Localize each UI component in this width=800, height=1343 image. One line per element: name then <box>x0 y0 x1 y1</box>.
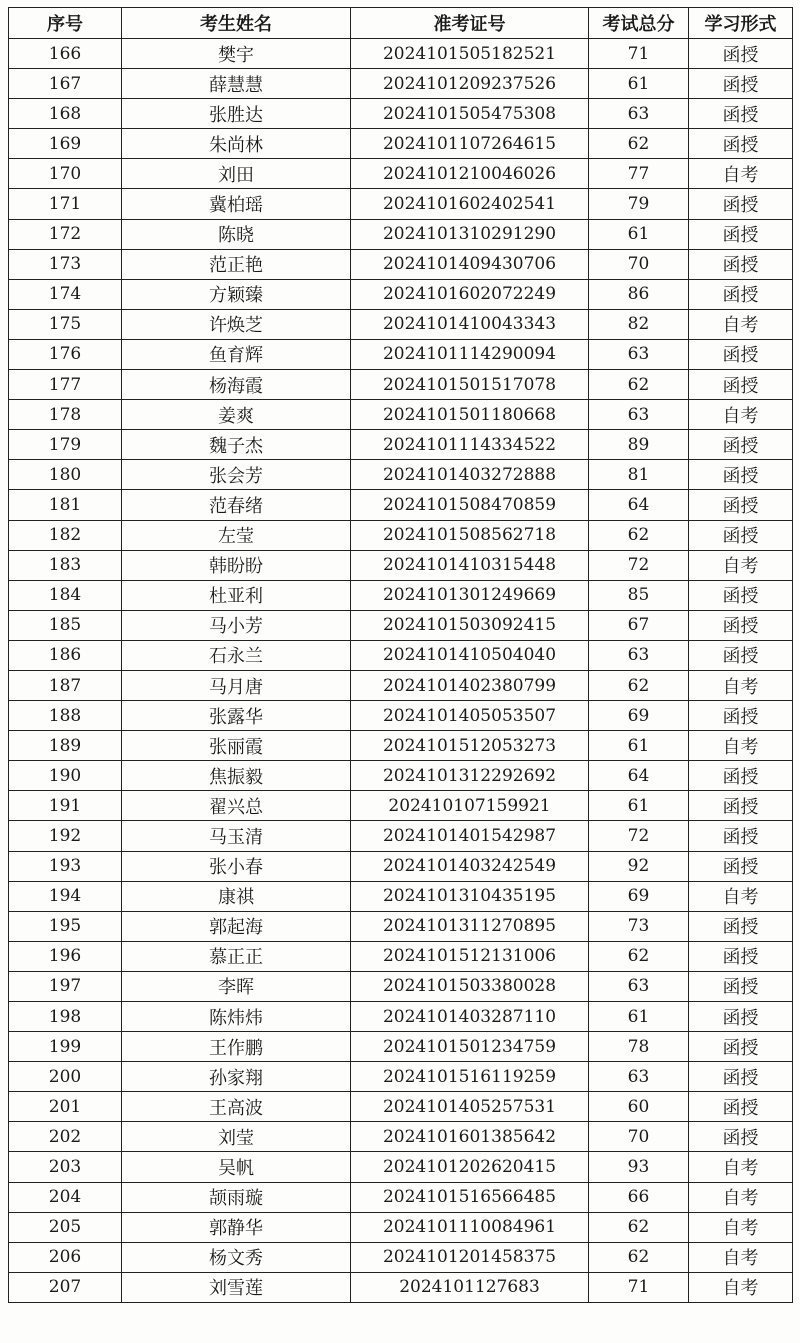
cell-seq: 170 <box>9 159 122 189</box>
table-row <box>9 400 793 430</box>
cell-score: 64 <box>589 490 689 520</box>
cell-exam-id: 2024101209237526 <box>351 69 589 99</box>
cell-form: 函授 <box>689 249 793 279</box>
cell-seq: 199 <box>9 1032 122 1062</box>
cell-form: 函授 <box>689 69 793 99</box>
cell-exam-id: 2024101410504040 <box>351 640 589 670</box>
cell-form: 自考 <box>689 1242 793 1272</box>
cell-exam-id: 2024101403272888 <box>351 460 589 490</box>
table-row <box>9 279 793 309</box>
table-row <box>9 490 793 520</box>
cell-form: 函授 <box>689 761 793 791</box>
cell-seq: 205 <box>9 1212 122 1242</box>
cell-exam-id: 2024101312292692 <box>351 761 589 791</box>
table-row <box>9 460 793 490</box>
cell-exam-id: 2024101503092415 <box>351 610 589 640</box>
cell-exam-id: 2024101516566485 <box>351 1182 589 1212</box>
cell-form: 函授 <box>689 490 793 520</box>
cell-exam-id: 2024101505182521 <box>351 39 589 69</box>
cell-form: 函授 <box>689 1092 793 1122</box>
cell-score: 69 <box>589 701 689 731</box>
table-row <box>9 1032 793 1062</box>
header-study-form: 学习形式 <box>689 8 793 39</box>
cell-score: 63 <box>589 400 689 430</box>
cell-form: 函授 <box>689 971 793 1001</box>
cell-seq: 203 <box>9 1152 122 1182</box>
table-row <box>9 1152 793 1182</box>
cell-exam-id: 2024101410315448 <box>351 550 589 580</box>
cell-form: 函授 <box>689 1032 793 1062</box>
cell-score: 62 <box>589 941 689 971</box>
cell-exam-id: 2024101202620415 <box>351 1152 589 1182</box>
table-row <box>9 1122 793 1152</box>
table-row <box>9 249 793 279</box>
header-exam-id: 准考证号 <box>351 8 589 39</box>
cell-form: 函授 <box>689 911 793 941</box>
table-row <box>9 851 793 881</box>
cell-name: 左莹 <box>122 520 351 550</box>
cell-score: 89 <box>589 430 689 460</box>
cell-form: 函授 <box>689 791 793 821</box>
cell-score: 70 <box>589 1122 689 1152</box>
cell-form: 自考 <box>689 1212 793 1242</box>
cell-seq: 206 <box>9 1242 122 1272</box>
cell-form: 函授 <box>689 610 793 640</box>
cell-seq: 204 <box>9 1182 122 1212</box>
cell-seq: 174 <box>9 279 122 309</box>
table-row <box>9 911 793 941</box>
header-name: 考生姓名 <box>122 8 351 39</box>
table-body <box>9 39 793 1303</box>
cell-form: 函授 <box>689 39 793 69</box>
cell-exam-id: 2024101503380028 <box>351 971 589 1001</box>
cell-form: 函授 <box>689 370 793 400</box>
table-row <box>9 731 793 761</box>
cell-name: 郭起海 <box>122 911 351 941</box>
cell-form: 函授 <box>689 520 793 550</box>
table-row <box>9 791 793 821</box>
cell-exam-id: 2024101601385642 <box>351 1122 589 1152</box>
cell-seq: 189 <box>9 731 122 761</box>
cell-seq: 184 <box>9 580 122 610</box>
cell-form: 函授 <box>689 460 793 490</box>
cell-score: 71 <box>589 1272 689 1302</box>
cell-name: 张会芳 <box>122 460 351 490</box>
cell-form: 函授 <box>689 189 793 219</box>
cell-seq: 169 <box>9 129 122 159</box>
cell-name: 翟兴总 <box>122 791 351 821</box>
cell-name: 魏子杰 <box>122 430 351 460</box>
cell-name: 范正艳 <box>122 249 351 279</box>
cell-score: 62 <box>589 1242 689 1272</box>
cell-seq: 198 <box>9 1002 122 1032</box>
cell-exam-id: 2024101508562718 <box>351 520 589 550</box>
cell-seq: 172 <box>9 219 122 249</box>
table-header-row <box>9 8 793 39</box>
cell-seq: 197 <box>9 971 122 1001</box>
cell-seq: 190 <box>9 761 122 791</box>
cell-name: 颉雨璇 <box>122 1182 351 1212</box>
cell-form: 自考 <box>689 550 793 580</box>
cell-seq: 179 <box>9 430 122 460</box>
cell-form: 函授 <box>689 640 793 670</box>
cell-form: 函授 <box>689 279 793 309</box>
cell-seq: 182 <box>9 520 122 550</box>
cell-score: 63 <box>589 1062 689 1092</box>
cell-name: 刘莹 <box>122 1122 351 1152</box>
cell-score: 72 <box>589 821 689 851</box>
cell-exam-id: 2024101501517078 <box>351 370 589 400</box>
cell-exam-id: 2024101512131006 <box>351 941 589 971</box>
cell-exam-id: 2024101602072249 <box>351 279 589 309</box>
cell-score: 64 <box>589 761 689 791</box>
exam-score-table <box>8 7 793 1303</box>
cell-exam-id: 202410107159921 <box>351 791 589 821</box>
table-row <box>9 1242 793 1272</box>
cell-exam-id: 2024101602402541 <box>351 189 589 219</box>
cell-exam-id: 2024101409430706 <box>351 249 589 279</box>
cell-score: 73 <box>589 911 689 941</box>
cell-name: 孙家翔 <box>122 1062 351 1092</box>
cell-score: 67 <box>589 610 689 640</box>
cell-exam-id: 2024101310291290 <box>351 219 589 249</box>
cell-exam-id: 2024101512053273 <box>351 731 589 761</box>
table-row <box>9 1062 793 1092</box>
cell-name: 王高波 <box>122 1092 351 1122</box>
cell-form: 自考 <box>689 670 793 700</box>
cell-name: 薛慧慧 <box>122 69 351 99</box>
cell-name: 许焕芝 <box>122 309 351 339</box>
cell-form: 函授 <box>689 1062 793 1092</box>
cell-name: 陈晓 <box>122 219 351 249</box>
table-row <box>9 550 793 580</box>
cell-score: 63 <box>589 971 689 1001</box>
table-row <box>9 1002 793 1032</box>
cell-seq: 192 <box>9 821 122 851</box>
cell-form: 自考 <box>689 309 793 339</box>
cell-exam-id: 2024101311270895 <box>351 911 589 941</box>
cell-seq: 207 <box>9 1272 122 1302</box>
cell-form: 自考 <box>689 881 793 911</box>
table-row <box>9 670 793 700</box>
cell-exam-id: 2024101516119259 <box>351 1062 589 1092</box>
cell-name: 杜亚利 <box>122 580 351 610</box>
cell-exam-id: 2024101107264615 <box>351 129 589 159</box>
cell-seq: 200 <box>9 1062 122 1092</box>
cell-form: 函授 <box>689 339 793 369</box>
cell-form: 函授 <box>689 821 793 851</box>
cell-name: 刘田 <box>122 159 351 189</box>
cell-exam-id: 2024101505475308 <box>351 99 589 129</box>
table-row <box>9 129 793 159</box>
cell-score: 71 <box>589 39 689 69</box>
cell-form: 自考 <box>689 731 793 761</box>
cell-score: 61 <box>589 1002 689 1032</box>
cell-exam-id: 2024101127683 <box>351 1272 589 1302</box>
cell-form: 自考 <box>689 1152 793 1182</box>
cell-form: 函授 <box>689 1002 793 1032</box>
cell-score: 69 <box>589 881 689 911</box>
cell-score: 72 <box>589 550 689 580</box>
cell-score: 82 <box>589 309 689 339</box>
cell-exam-id: 2024101402380799 <box>351 670 589 700</box>
cell-score: 61 <box>589 731 689 761</box>
cell-score: 61 <box>589 219 689 249</box>
cell-exam-id: 2024101110084961 <box>351 1212 589 1242</box>
cell-name: 王作鹏 <box>122 1032 351 1062</box>
cell-name: 马小芳 <box>122 610 351 640</box>
cell-seq: 187 <box>9 670 122 700</box>
cell-name: 张露华 <box>122 701 351 731</box>
cell-score: 61 <box>589 791 689 821</box>
cell-score: 86 <box>589 279 689 309</box>
header-seq: 序号 <box>9 8 122 39</box>
cell-score: 62 <box>589 370 689 400</box>
cell-seq: 191 <box>9 791 122 821</box>
cell-name: 范春绪 <box>122 490 351 520</box>
cell-name: 慕正正 <box>122 941 351 971</box>
cell-name: 焦振毅 <box>122 761 351 791</box>
table-row <box>9 881 793 911</box>
cell-name: 杨文秀 <box>122 1242 351 1272</box>
cell-score: 62 <box>589 520 689 550</box>
cell-name: 张胜达 <box>122 99 351 129</box>
cell-score: 78 <box>589 1032 689 1062</box>
cell-form: 函授 <box>689 99 793 129</box>
cell-seq: 167 <box>9 69 122 99</box>
cell-seq: 195 <box>9 911 122 941</box>
cell-score: 62 <box>589 129 689 159</box>
cell-exam-id: 2024101405257531 <box>351 1092 589 1122</box>
cell-seq: 176 <box>9 339 122 369</box>
table-row <box>9 520 793 550</box>
cell-name: 张丽霞 <box>122 731 351 761</box>
cell-form: 自考 <box>689 1272 793 1302</box>
cell-name: 李晖 <box>122 971 351 1001</box>
cell-form: 函授 <box>689 580 793 610</box>
cell-exam-id: 2024101403287110 <box>351 1002 589 1032</box>
cell-form: 函授 <box>689 941 793 971</box>
cell-name: 朱尚林 <box>122 129 351 159</box>
cell-score: 60 <box>589 1092 689 1122</box>
cell-name: 石永兰 <box>122 640 351 670</box>
cell-score: 85 <box>589 580 689 610</box>
cell-exam-id: 2024101401542987 <box>351 821 589 851</box>
cell-form: 函授 <box>689 1122 793 1152</box>
table-row <box>9 610 793 640</box>
cell-name: 鱼育辉 <box>122 339 351 369</box>
cell-exam-id: 2024101310435195 <box>351 881 589 911</box>
cell-score: 63 <box>589 640 689 670</box>
cell-form: 函授 <box>689 851 793 881</box>
cell-exam-id: 2024101501180668 <box>351 400 589 430</box>
cell-name: 韩盼盼 <box>122 550 351 580</box>
cell-score: 66 <box>589 1182 689 1212</box>
cell-name: 杨海霞 <box>122 370 351 400</box>
cell-form: 函授 <box>689 129 793 159</box>
cell-form: 自考 <box>689 159 793 189</box>
cell-exam-id: 2024101501234759 <box>351 1032 589 1062</box>
table-row <box>9 1182 793 1212</box>
cell-exam-id: 2024101405053507 <box>351 701 589 731</box>
cell-name: 樊宇 <box>122 39 351 69</box>
cell-exam-id: 2024101410043343 <box>351 309 589 339</box>
header-total-score: 考试总分 <box>589 8 689 39</box>
cell-seq: 177 <box>9 370 122 400</box>
table-row <box>9 219 793 249</box>
cell-seq: 178 <box>9 400 122 430</box>
cell-seq: 168 <box>9 99 122 129</box>
cell-exam-id: 2024101508470859 <box>351 490 589 520</box>
cell-seq: 181 <box>9 490 122 520</box>
table-row <box>9 941 793 971</box>
cell-exam-id: 2024101403242549 <box>351 851 589 881</box>
table-row <box>9 1212 793 1242</box>
table-row <box>9 430 793 460</box>
cell-score: 77 <box>589 159 689 189</box>
table-row <box>9 159 793 189</box>
cell-seq: 186 <box>9 640 122 670</box>
cell-name: 陈炜炜 <box>122 1002 351 1032</box>
cell-form: 自考 <box>689 1182 793 1212</box>
cell-seq: 202 <box>9 1122 122 1152</box>
table-row <box>9 1272 793 1302</box>
cell-seq: 166 <box>9 39 122 69</box>
cell-name: 刘雪莲 <box>122 1272 351 1302</box>
table-row <box>9 761 793 791</box>
cell-seq: 171 <box>9 189 122 219</box>
cell-form: 函授 <box>689 430 793 460</box>
table-row <box>9 309 793 339</box>
table-row <box>9 370 793 400</box>
cell-seq: 194 <box>9 881 122 911</box>
cell-seq: 175 <box>9 309 122 339</box>
cell-name: 吴帆 <box>122 1152 351 1182</box>
cell-score: 93 <box>589 1152 689 1182</box>
cell-exam-id: 2024101114290094 <box>351 339 589 369</box>
cell-name: 郭静华 <box>122 1212 351 1242</box>
cell-score: 63 <box>589 99 689 129</box>
cell-seq: 180 <box>9 460 122 490</box>
cell-name: 康祺 <box>122 881 351 911</box>
cell-name: 冀柏瑶 <box>122 189 351 219</box>
cell-score: 61 <box>589 69 689 99</box>
table-row <box>9 69 793 99</box>
cell-seq: 183 <box>9 550 122 580</box>
cell-name: 马月唐 <box>122 670 351 700</box>
cell-name: 方颖臻 <box>122 279 351 309</box>
cell-seq: 188 <box>9 701 122 731</box>
cell-exam-id: 2024101114334522 <box>351 430 589 460</box>
cell-form: 函授 <box>689 219 793 249</box>
table-row <box>9 701 793 731</box>
table-row <box>9 1092 793 1122</box>
cell-exam-id: 2024101201458375 <box>351 1242 589 1272</box>
table-row <box>9 971 793 1001</box>
cell-seq: 193 <box>9 851 122 881</box>
cell-name: 张小春 <box>122 851 351 881</box>
cell-seq: 185 <box>9 610 122 640</box>
cell-score: 92 <box>589 851 689 881</box>
table-row <box>9 339 793 369</box>
table-row <box>9 99 793 129</box>
cell-score: 81 <box>589 460 689 490</box>
cell-score: 62 <box>589 1212 689 1242</box>
table-row <box>9 189 793 219</box>
cell-exam-id: 2024101210046026 <box>351 159 589 189</box>
table-row <box>9 640 793 670</box>
table-row <box>9 39 793 69</box>
cell-name: 姜爽 <box>122 400 351 430</box>
cell-exam-id: 2024101301249669 <box>351 580 589 610</box>
table-row <box>9 821 793 851</box>
cell-score: 70 <box>589 249 689 279</box>
table-row <box>9 580 793 610</box>
cell-seq: 196 <box>9 941 122 971</box>
cell-form: 自考 <box>689 400 793 430</box>
cell-form: 函授 <box>689 701 793 731</box>
cell-seq: 173 <box>9 249 122 279</box>
cell-score: 79 <box>589 189 689 219</box>
cell-score: 63 <box>589 339 689 369</box>
cell-seq: 201 <box>9 1092 122 1122</box>
cell-score: 62 <box>589 670 689 700</box>
cell-name: 马玉清 <box>122 821 351 851</box>
